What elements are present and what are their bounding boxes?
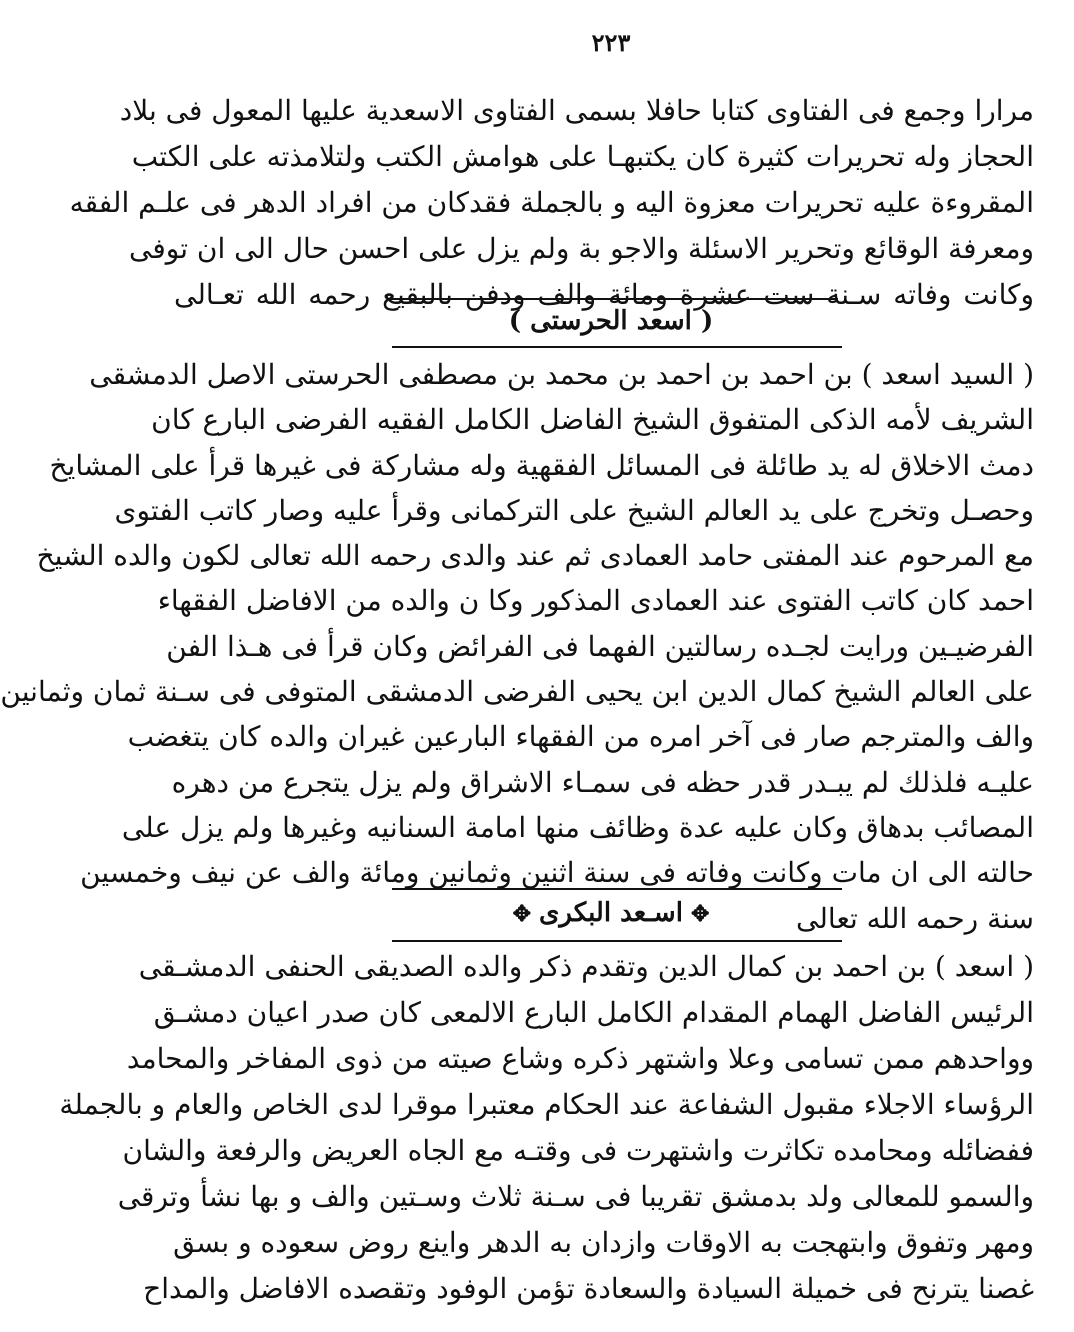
text-line: ( السيد اسعد ) بن احمد بن احمد بن محمد بن مصطفى الحرستى الاصل الدمشقى bbox=[89, 358, 1034, 391]
text-line: احمد كان كاتب الفتوى عند العمادى المذكور وكا ن والده من الافاضل الفقهاء bbox=[157, 584, 1034, 618]
text-line: ففضائله ومحامده تكاثرت واشتهرت فى وقتـه مع الجاه العريض والرفعة والشان bbox=[122, 1134, 1034, 1167]
text-line: المقروءة عليه تحريرات معزوة اليه و بالجملة فقدكان من افراد الدهر فى علـم الفقه bbox=[69, 186, 1034, 219]
text-line: وواحدهم ممن تسامى وعلا واشتهر ذكره وشاع صيته من ذوى المفاخر والمحامد bbox=[126, 1042, 1034, 1075]
text-line: وكانت وفاته سـنة ست عشرة ومائة والف ودفن بالبقيع رحمه الله تعـالى bbox=[174, 278, 1034, 311]
text-line: سنة رحمه الله تعالى bbox=[796, 901, 1034, 935]
paragraph-continuation bbox=[69, 88, 1034, 318]
section-heading: اسـعد البكرى bbox=[539, 898, 683, 928]
section-divider bbox=[392, 940, 842, 942]
text-line: عليـه فلذلك لم يبـدر قدر حظه فى سمـاء الاشراق ولم يزل يتجرع من دهره bbox=[171, 765, 1034, 799]
biography-bakri bbox=[59, 944, 1034, 1312]
text-line: والف والمترجم صار فى آخر امره من الفقهاء البارعين غيران والده كان يتغضب bbox=[127, 720, 1034, 754]
text-line: الفرضيـين ورايت لجـده رسالتين الفهما فى الفرائض وكان قرأ فى هـذا الفن bbox=[166, 629, 1034, 663]
text-line: الحجاز وله تحريرات كثيرة كان يكتبهـا على هوامش الكتب ولتلامذته على الكتب bbox=[131, 140, 1034, 173]
text-line: على العالم الشيخ كمال الدين ابن يحيى الفرضى الدمشقى المتوفى فى سـنة ثمان وثمانين bbox=[0, 675, 1034, 709]
section-divider bbox=[392, 346, 842, 348]
text-line: والسمو للمعالى ولد بدمشق تقريبا فى سـنة ثلاث وسـتين والف و بها نشأ وترقى bbox=[117, 1180, 1034, 1213]
text-line: الرئيس الفاضل الهمام المقدام الكامل البارع الالمعى كان صدر اعيان دمشـق bbox=[153, 996, 1034, 1029]
text-line: ومهر وتفوق وابتهجت به الاوقات وازدان به الدهر واينع روض سعوده و بسق bbox=[173, 1226, 1034, 1259]
text-line: الرؤساء الاجلاء مقبول الشفاعة عند الحكام معتبرا موقرا لدى الخاص والعام و بالجملة bbox=[59, 1088, 1034, 1121]
text-line: ( اسعد ) بن احمد بن كمال الدين وتقدم ذكر والده الصديقى الحنفى الدمشـقى bbox=[138, 950, 1034, 983]
text-line: مرارا وجمع فى الفتاوى كتابا حافلا بسمى الفتاوى الاسعدية عليها المعول فى بلاد bbox=[119, 94, 1034, 127]
section-divider bbox=[392, 888, 842, 890]
ornament-icon: ✥ bbox=[512, 901, 532, 927]
text-line: غصنا يترنح فى خميلة السيادة والسعادة تؤمن الوفود وتقصده الافاضل والمداح bbox=[143, 1272, 1034, 1305]
text-line: ومعرفة الوقائع وتحرير الاسئلة والاجو بة ولم يزل على احسن حال الى ان توفى bbox=[129, 232, 1034, 265]
text-line: وحصـل وتخرج على يد العالم الشيخ على التركمانى وقرأ عليه وصار كاتب الفتوى bbox=[114, 493, 1034, 527]
text-line: الشريف لأمه الذكى المتفوق الشيخ الفاضل الكامل الفقيه الفرضى البارع كان bbox=[151, 403, 1034, 437]
text-line: المصائب بدهاق وكان عليه عدة وظائف منها امامة السنانيه وغيرها ولم يزل على bbox=[121, 810, 1034, 844]
page-number: ٢٢٣ bbox=[591, 28, 631, 57]
biography-harasti bbox=[0, 352, 1034, 941]
section-divider bbox=[388, 298, 838, 300]
section-heading-bakri bbox=[148, 898, 1074, 928]
section-heading: ( اسعد الحرستى ) bbox=[508, 306, 714, 336]
text-line: حالته الى ان مات وكانت وفاته فى سنة اثنين وثمانين ومائة والف عن نيف وخمسين bbox=[80, 856, 1034, 890]
ornament-icon: ✥ bbox=[690, 901, 710, 927]
text-line: دمث الاخلاق له يد طائلة فى المسائل الفقهية وله مشاركة فى غيرها قرأ على المشايخ bbox=[49, 448, 1034, 482]
text-line: مع المرحوم عند المفتى حامد العمادى ثم عند والدى رحمه الله تعالى لكون والده الشيخ bbox=[36, 539, 1034, 573]
